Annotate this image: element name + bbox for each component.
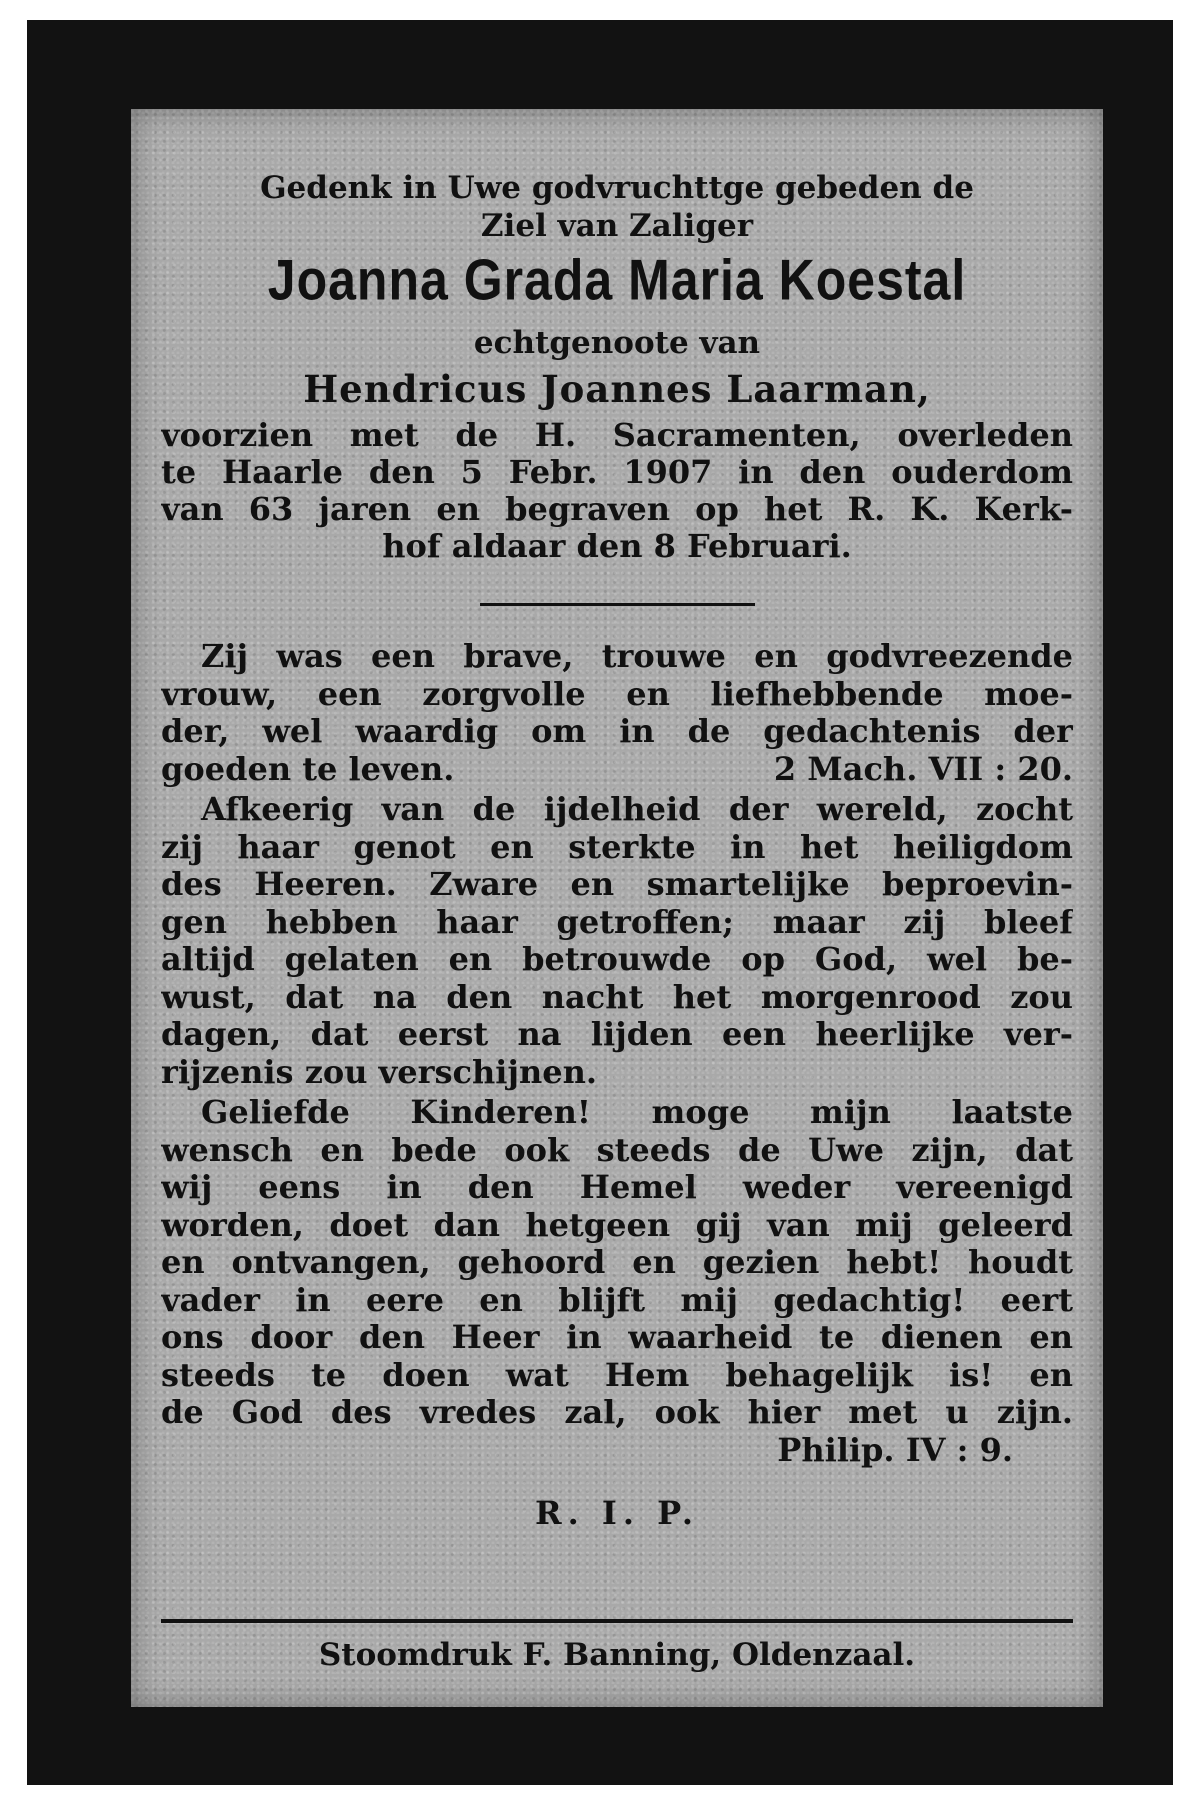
intro-line: Gedenk in Uwe godvruchttge gebeden de bbox=[260, 170, 974, 206]
body-line: de God des vredes zal, ook hier met u zijn. bbox=[161, 1394, 1073, 1431]
divider bbox=[480, 603, 755, 606]
footer-rule bbox=[161, 1619, 1073, 1623]
body-line: Geliefde Kinderen! moge mijn laatste bbox=[201, 1094, 1073, 1131]
memorial-card bbox=[131, 109, 1103, 1707]
body-line-text: goeden te leven. bbox=[161, 750, 455, 788]
details-line: te Haarle den 5 Febr. 1907 in den ouderdom bbox=[161, 454, 1073, 491]
paragraph-3 bbox=[161, 1094, 1073, 1469]
printer-credit: Stoomdruk F. Banning, Oldenzaal. bbox=[318, 1637, 916, 1673]
body-line: rijzenis zou verschijnen. bbox=[161, 1053, 597, 1091]
body-line: en ontvangen, gehoord en gezien hebt! houdt bbox=[161, 1244, 1073, 1281]
spouse-label: echtgenoote van bbox=[473, 325, 761, 361]
body-line: vader in eere en blijft mij gedachtig! eert bbox=[161, 1281, 1073, 1319]
body-line: ons door den Heer in waarheid te dienen en bbox=[161, 1319, 1073, 1356]
body-line: steeds te doen wat Hem behagelijk is! en bbox=[161, 1356, 1073, 1394]
intro-text bbox=[161, 169, 1073, 245]
body-line: altijd gelaten en betrouwde op God, wel be- bbox=[161, 941, 1073, 978]
paragraph-2 bbox=[161, 791, 1073, 1091]
body-line: des Heeren. Zware en smartelijke beproevin- bbox=[161, 866, 1073, 903]
body-line: Zij was een brave, trouwe en godvreezende bbox=[201, 638, 1073, 675]
details-line: voorzien met de H. Sacramenten, overleden bbox=[161, 417, 1073, 454]
body-line: zij haar genot en sterkte in het heiligdom bbox=[161, 828, 1073, 866]
body-line: worden, doet dan hetgeen gij van mij geleerd bbox=[161, 1206, 1073, 1244]
details-line: hof aldaar den 8 Februari. bbox=[382, 528, 852, 565]
details-line: van 63 jaren en begraven op het R. K. Kerk- bbox=[161, 491, 1073, 528]
intro-line: Ziel van Zaliger bbox=[480, 208, 754, 244]
paragraph-1 bbox=[161, 638, 1073, 788]
body-line bbox=[161, 751, 1073, 789]
spouse-name: Hendricus Joannes Laarman, bbox=[303, 367, 931, 411]
body-line: wij eens in den Hemel weder vereenigd bbox=[161, 1169, 1073, 1206]
card-content bbox=[161, 169, 1073, 1532]
scripture-reference: Philip. IV : 9. bbox=[777, 1431, 1013, 1469]
body-line: der, wel waardig om in de gedachtenis der bbox=[161, 713, 1073, 750]
photo-frame bbox=[27, 20, 1173, 1785]
body-line: dagen, dat eerst na lijden een heerlijke ver- bbox=[161, 1016, 1073, 1053]
deceased-name: Joanna Grada Maria Koestal bbox=[267, 247, 967, 313]
scripture-reference: 2 Mach. VII : 20. bbox=[773, 750, 1073, 788]
body-line: wensch en bede ook steeds de Uwe zijn, dat bbox=[161, 1131, 1073, 1169]
body-line: gen hebben haar getroffen; maar zij bleef bbox=[161, 903, 1073, 941]
death-details bbox=[161, 417, 1073, 565]
body-line: vrouw, een zorgvolle en liefhebbende moe- bbox=[161, 675, 1073, 713]
body-line: wust, dat na den nacht het morgenrood zou bbox=[161, 978, 1073, 1016]
body-line: Afkeerig van de ijdelheid der wereld, zocht bbox=[201, 791, 1073, 828]
rip-text: R. I. P. bbox=[534, 1494, 700, 1532]
